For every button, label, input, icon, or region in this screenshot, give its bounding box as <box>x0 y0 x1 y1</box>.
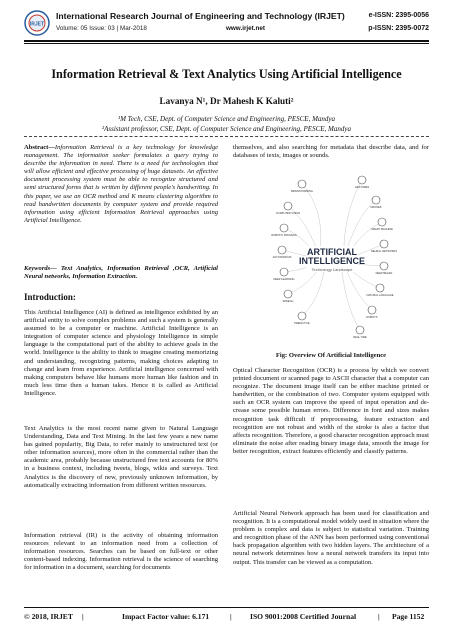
header-rule <box>24 40 429 42</box>
right-node-icon-2 <box>378 218 386 226</box>
left-node-label-3: AUTONOMOUS <box>272 256 292 259</box>
left-node-icon-3 <box>278 246 286 254</box>
left-node-icon-1 <box>284 202 292 210</box>
right-paragraph-2: Artificial Neural Network approach has been used for classification and recognition. It is a computational model widely used in situation where the problem is complex and data is subject to statistical variation. Training and recognition phase of the ANN has been performed using conventional back propagation algorithm with two hidden layers. The architecture of a neural network determines how a neural network transfers its input into output. This transfer can be viewed as a computation. <box>233 510 429 566</box>
figure-title-line2: INTELLIGENCE <box>298 256 366 266</box>
affiliation-1: ¹M Tech, CSE, Dept. of Computer Science and Engineering, PESCE, Mandya <box>117 115 336 123</box>
right-node-label-3: NEURAL NETWORKS <box>370 250 398 253</box>
left-node-icon-5 <box>284 290 292 298</box>
right-node-label-2: SMART MACHINE <box>371 228 393 231</box>
footer-iso: ISO 9001:2008 Certified Journal <box>250 612 357 621</box>
figure-title-line1: ARTIFICIAL <box>307 247 357 257</box>
left-node-icon-4 <box>280 268 288 276</box>
right-node-label-0: GESTURES <box>354 186 370 189</box>
right-node-icon-3 <box>380 240 388 248</box>
journal-header <box>24 10 429 38</box>
abstract <box>24 144 218 225</box>
right-paragraph-0: themselves, and also searching for metadata that describe data, and for databases of texts, images or sounds. <box>233 144 429 160</box>
footer-page: Page 1152 <box>392 612 425 621</box>
intro-heading: Introduction: <box>24 292 76 302</box>
right-node-label-6: ROBOTS <box>366 316 378 319</box>
left-node-label-6: PREDICTIVE <box>294 322 310 325</box>
right-node-icon-5 <box>376 284 384 292</box>
left-node-icon-6 <box>298 312 306 320</box>
left-node-icon-0 <box>298 180 306 188</box>
paper-title: Information Retrieval & Text Analytics Using Artificial Intelligence <box>51 67 402 81</box>
left-node-label-0: BRAINSTORMING <box>291 190 313 193</box>
footer-sep-1: | <box>82 612 84 621</box>
p-issn: p-ISSN: 2395-0072 <box>368 25 429 32</box>
affiliation-2: ²Assistant professor, CSE, Dept. of Computer Science and Engineering, PESCE, Mandya <box>102 125 351 133</box>
footer-copyright: © 2018, IRJET <box>24 612 73 621</box>
figure-caption: Fig: Overview Of Artificial Intelligence <box>275 352 387 359</box>
header-rule-thin <box>24 43 429 44</box>
paper-authors: Lavanya N¹, Dr Mahesh K Kaluti² <box>159 96 294 106</box>
journal-volume: Volume: 05 Issue: 03 | Mar-2018 <box>56 25 147 32</box>
right-node-icon-6 <box>368 306 376 314</box>
intro-paragraph-2: Text Analytics is the most recent name given to Natural Language Understanding, Data and Text Mining. In the last few years a new name has gained popularity, Big Data, to refer mainly to unstructured text (or other information sources), more often in the commercial rather than the academic area, probably because unstructured free text accounts for 80% in a business context, including tweets, blogs, wikis and surveys. Text Analytics is the discovery of new, previously unknown information, by automatically extracting information from different written resources. <box>24 425 218 489</box>
right-node-label-4: DEEP BELIEF <box>375 272 393 275</box>
abstract-text: Information Retrieval is a key technology for knowledge management. The information seeker formulates a query trying to describe the information in need. There is a need for technologies that will allow efficient and effective processing of huge datasets. An effective document processing system must be able to recognize structured and semi structured forms that is written by different people's handwriting. In this paper, we use an OCR method and K means clustering algorithm to read handwritten documents by computer system and provide required information using efficient Information Retrieval approaches using Artificial Intelligence. <box>24 144 218 224</box>
logo-text: IRJET <box>29 21 45 28</box>
e-issn: e-ISSN: 2395-0056 <box>368 12 429 19</box>
left-node-label-1: COMPUTER VISION <box>275 212 301 215</box>
right-node-icon-0 <box>358 176 366 184</box>
footer-sep-3: | <box>378 612 380 621</box>
keywords: Keywords— Text Analytics, Information Retrieval ,OCR, Artificial Neural networks, Information Extraction. <box>24 265 218 281</box>
irjet-logo <box>24 10 50 36</box>
right-node-icon-7 <box>356 326 364 334</box>
footer-rule <box>24 607 429 608</box>
footer-sep-2: | <box>230 612 232 621</box>
left-node-icon-2 <box>280 224 288 232</box>
journal-website[interactable]: www.irjet.net <box>226 25 265 32</box>
right-node-icon-4 <box>380 262 388 270</box>
intro-paragraph-3: Information retrieval (IR) is the activity of obtaining information resources relevant to an information need from a collection of information resources. Searches can be based on full-text or other content-based indexing. Information retrieval is the science of searching for information in a document, searching for documents <box>24 532 218 572</box>
journal-name: International Research Journal of Engineering and Technology (IRJET) <box>56 11 345 21</box>
figure-subtitle: Technology Landscape <box>311 267 353 272</box>
left-node-label-5: SPEECH <box>282 300 294 303</box>
right-paragraph-1: Optical Character Recognition (OCR) is a process by which we convert printed document or scanned page to ASCII character that a computer can recognize. The document image itself can be either machine printed or handwritten, or the combination of two. Computer system equipped with such an OCR system can improve the speed of input operation and de-crease some possible human errors. Difference in font and sizes makes recognition task difficult if preprocessing, feature extraction and recognition are not robust and width of the stroke is also a factor that affects recognition. Therefore, a good character recognition approach must eliminate the noise after reading binary image data, smooth the image for better recognition, extract features efficiently and classify patterns. <box>233 367 429 455</box>
intro-paragraph-1: This Artificial Intelligence (AI) is defined as intelligence exhibited by an artificial entity to solve complex problems and such a system is generally assumed to be a computer or machine. Artificial Intelligence is an integration of computer science and physiology Intelligence in simple language is the computational part of the ability to achieve goals in the world. Intelligence is the ability to think to imagine creating memorizing and understanding, recognizing patterns, making choices adapting to change and learn from experience. Artificial intelligence concerned with making computers behave like humans more human like fashion and in much less time then a human takes. Hence it is called as Artificial Intelligence. <box>24 309 218 397</box>
abstract-label: Abstract— <box>24 144 55 151</box>
left-node-label-4: DEEP LEARNING <box>273 278 295 281</box>
right-node-label-5: NATURAL LANGUAGE <box>366 294 394 297</box>
left-node-label-2: ROBOTIC PROCESS <box>271 234 297 237</box>
section-divider <box>24 136 429 143</box>
ai-landscape-figure <box>262 166 402 344</box>
right-node-icon-1 <box>372 196 380 204</box>
footer-impact: Impact Factor value: 6.171 <box>122 612 210 621</box>
right-node-label-7: REAL TIME <box>353 336 367 339</box>
right-node-label-1: DRONES <box>370 206 382 209</box>
